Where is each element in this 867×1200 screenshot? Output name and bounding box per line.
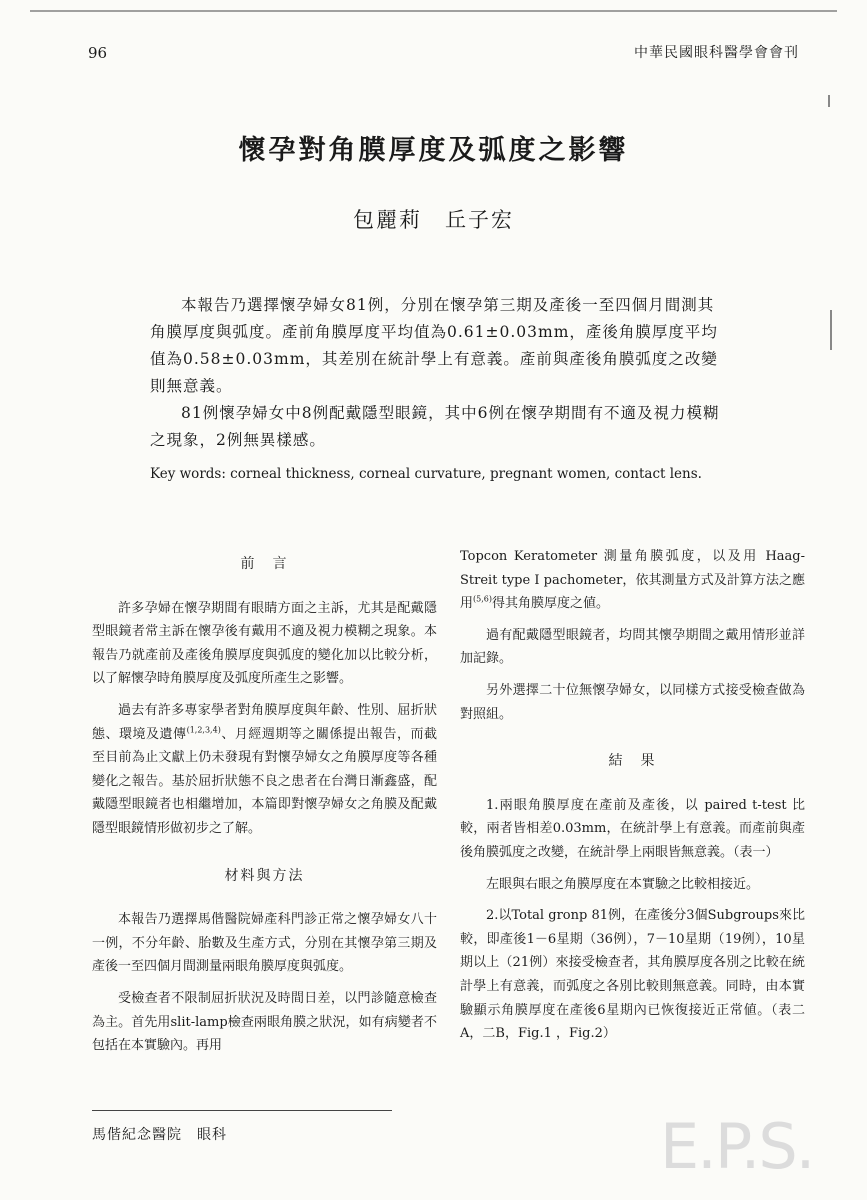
keywords: Key words: corneal thickness, corneal curvature, pregnant women, contact lens.: [150, 466, 702, 482]
page-number: 96: [88, 44, 108, 62]
author-affiliation: 馬偕紀念醫院 眼科: [92, 1127, 227, 1143]
watermark-logo: E.P.S.: [660, 1110, 814, 1183]
left-column: [92, 545, 437, 1066]
scan-edge-line: [30, 10, 837, 12]
footnote-divider: [92, 1110, 392, 1111]
body-paragraph: 2.以Total gronp 81例，在產後分3個Subgroups來比較，即產後1－6星期（36例），7－10星期（19例），10星期以上（21例）來接受檢查者，其角膜厚度各別之比較在統計學上有意義，而弧度之各別比較則無意義。同時，由本實驗顯示角膜厚度在產後6星期內已恢復接近正常値。（表二A，二B，Fig.1 ，Fig.2）: [460, 908, 805, 1042]
body-paragraph: 許多孕婦在懷孕期間有眼睛方面之主訴，尤其是配戴隱型眼鏡者常主訴在懷孕後有戴用不適及視力模糊之現象。本報告乃就產前及產後角膜厚度與弧度的變化加以比較分析，以了解懷孕時角膜厚度及弧度所產生之影響。: [92, 600, 437, 687]
abstract: [150, 292, 730, 454]
scan-edge-mark: [830, 310, 832, 350]
citation-reference: (5,6): [473, 594, 492, 604]
body-text: Topcon Keratometer 測量角膜弧度，以及用 Haag-Streit type I pachometer，依其測量方式及計算方法之應用: [460, 549, 805, 612]
abstract-paragraph: 本報告乃選擇懷孕婦女81例，分別在懷孕第三期及產後一至四個月間測其角膜厚度與弧度。產前角膜厚度平均值為0.61±0.03mm，產後角膜厚度平均值為0.58±0.03mm，其差別在統計學上有意義。產前與產後角膜弧度之改變則無意義。: [150, 296, 718, 395]
body-paragraph: 1.兩眼角膜厚度在產前及產後，以 paired t-test 比較，兩者皆相差0.03mm，在統計學上有意義。而產前與產後角膜弧度之改變，在統計學上兩眼皆無意義。（表一）: [460, 797, 805, 860]
body-paragraph: [92, 699, 437, 841]
body-paragraph: [460, 545, 805, 616]
body-text: 過去有許多專家學者對角膜厚度與年齡、性別、屈折狀態、環境及遺傳: [92, 702, 437, 742]
body-paragraph: 受檢查者不限制屈折狀況及時間日差，以門診隨意檢查為主。首先用slit-lamp檢查兩眼角膜之狀況，如有病變者不包括在本實驗內。再用: [92, 990, 437, 1054]
paper-authors: 包麗莉 丘子宏: [353, 208, 514, 232]
section-heading-results: 結 果: [608, 753, 657, 770]
body-text: 得其角膜厚度之値。: [491, 596, 609, 612]
journal-name: 中華民國眼科醫學會會刊: [634, 45, 799, 61]
abstract-paragraph: 81例懷孕婦女中8例配戴隱型眼鏡，其中6例在懷孕期間有不適及視力模糊之現象，2例無異樣感。: [150, 404, 720, 449]
scan-edge-mark: [828, 95, 830, 107]
paper-title: 懷孕對角膜厚度及弧度之影響: [238, 135, 629, 166]
body-paragraph: 左眼與右眼之角膜厚度在本實驗之比較相接近。: [486, 876, 760, 892]
body-paragraph: 另外選擇二十位無懷孕婦女，以同樣方式接受檢查做為對照組。: [460, 682, 805, 722]
right-column: [460, 545, 805, 1054]
section-heading-introduction: 前 言: [240, 556, 289, 572]
section-heading-methods: 材料與方法: [224, 867, 305, 884]
citation-reference: (1,2,3,4): [186, 725, 221, 735]
body-paragraph: 本報告乃選擇馬偕醫院婦產科門診正常之懷孕婦女八十一例，不分年齡、胎數及生產方式，分別在其懷孕第三期及產後一至四個月間測量兩眼角膜厚度與弧度。: [92, 912, 437, 975]
body-paragraph: 過有配戴隱型眼鏡者，均問其懷孕期間之戴用情形並詳加記錄。: [460, 627, 805, 667]
body-text: 、月經週期等之關係提出報告，而截至目前為止文獻上仍未發現有對懷孕婦女之角膜厚度等各種變化之報告。基於屈折狀態不良之患者在台灣日漸鑫盛，配戴隱型眼鏡者也相繼增加，本篇即對懷孕婦女之角膜及配戴隱型眼鏡情形做初步之了解。: [92, 726, 437, 836]
